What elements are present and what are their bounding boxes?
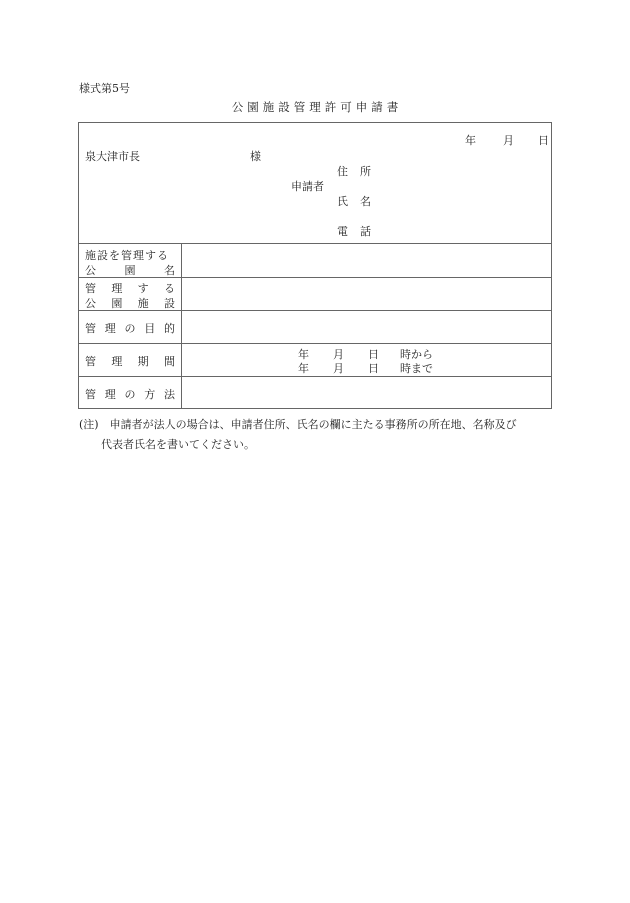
row-label-line1 — [85, 280, 175, 296]
date-month-label: 月 — [503, 134, 514, 147]
label-char: 期 — [137, 355, 149, 368]
label-char: 理 — [111, 355, 123, 368]
row-label — [85, 353, 175, 369]
period-to-month: 月 — [333, 362, 344, 375]
purpose-field[interactable] — [182, 311, 551, 343]
row-label — [85, 320, 175, 336]
label-char: 的 — [164, 322, 175, 335]
label-char: 公 — [85, 264, 96, 277]
period-from-time: 時から — [400, 348, 433, 361]
phone-label-2: 話 — [360, 225, 371, 238]
date-year-label: 年 — [465, 134, 476, 147]
label-char: 方 — [144, 388, 156, 401]
row-label: 施設を管理する — [85, 249, 169, 262]
method-field[interactable] — [182, 377, 551, 408]
period-to-year: 年 — [298, 362, 309, 375]
label-char: 理 — [104, 322, 116, 335]
row-label — [85, 386, 175, 402]
name-label-2: 名 — [360, 195, 371, 208]
label-char: 名 — [164, 264, 175, 277]
address-label-1: 住 — [337, 165, 348, 178]
label-char: の — [124, 322, 136, 335]
label-char: 間 — [163, 355, 175, 368]
park-name-field[interactable] — [182, 244, 551, 277]
note-line-1: (注) 申請者が法人の場合は、申請者住所、氏名の欄に主たる事務所の所在地、名称及び — [79, 418, 517, 431]
note-line-2: 代表者氏名を書いてください。 — [101, 438, 255, 451]
label-char: る — [163, 282, 175, 295]
period-from-month: 月 — [333, 348, 344, 361]
facility-field[interactable] — [182, 278, 551, 310]
label-char: 管 — [85, 388, 96, 401]
application-form-table — [78, 122, 552, 409]
divider — [79, 343, 551, 344]
period-from-day: 日 — [368, 348, 379, 361]
label-char: 理 — [104, 388, 116, 401]
applicant-label: 申請者 — [291, 180, 324, 193]
label-char: 管 — [85, 355, 96, 368]
label-char: 公 — [85, 297, 96, 310]
period-from-year: 年 — [298, 348, 309, 361]
label-char: 園 — [124, 264, 136, 277]
label-char: 法 — [164, 388, 175, 401]
label-char: す — [137, 282, 149, 295]
addressee: 泉大津市長 — [85, 150, 140, 163]
phone-label-1: 電 — [337, 225, 348, 238]
name-label-1: 氏 — [337, 195, 348, 208]
label-char: 管 — [85, 322, 96, 335]
row-label-line2 — [85, 295, 175, 311]
date-day-label: 日 — [538, 134, 549, 147]
label-char: 管 — [85, 282, 96, 295]
row-label-line2 — [85, 262, 175, 278]
label-char: 施 — [137, 297, 149, 310]
period-to-day: 日 — [368, 362, 379, 375]
honorific: 様 — [250, 150, 261, 163]
label-char: 目 — [144, 322, 156, 335]
address-label-2: 所 — [360, 165, 371, 178]
label-char: の — [124, 388, 136, 401]
label-char: 設 — [163, 297, 175, 310]
form-number: 様式第5号 — [79, 82, 130, 95]
label-char: 園 — [111, 297, 123, 310]
document-title: 公園施設管理許可申請書 — [231, 100, 403, 114]
label-char: 理 — [111, 282, 123, 295]
period-to-time: 時まで — [400, 362, 433, 375]
